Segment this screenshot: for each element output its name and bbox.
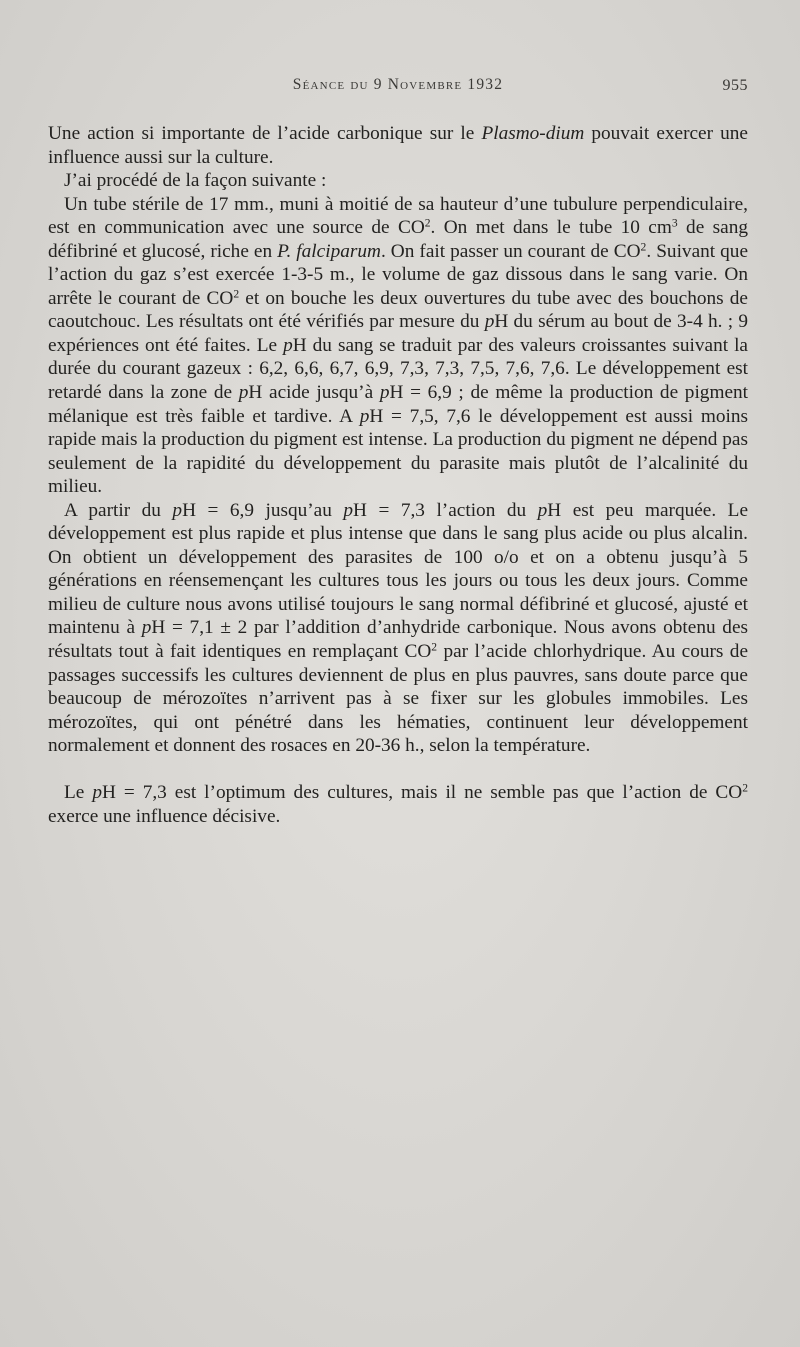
italic-text: p bbox=[172, 499, 183, 521]
superscript: 2 bbox=[640, 240, 647, 254]
text-run: exerce une influence décisive. bbox=[48, 805, 281, 827]
italic-text: p bbox=[537, 499, 548, 521]
text-run: de sang défibriné et glucosé, riche en bbox=[48, 217, 748, 262]
body-text bbox=[48, 122, 748, 828]
superscript: 2 bbox=[742, 781, 748, 795]
italic-text: P. falciparum bbox=[277, 240, 381, 262]
paragraph bbox=[48, 169, 748, 193]
text-run: J’ai procédé de la façon suivante : bbox=[64, 170, 327, 192]
text-run: H = 6,9 ; de même la production de pigment mélanique est très faible et tardive. A bbox=[48, 382, 749, 427]
superscript: 2 bbox=[424, 216, 431, 230]
superscript: 2 bbox=[233, 287, 240, 301]
text-run: et on bouche les deux ouvertures du tube avec des bouchons de caoutchouc. Les résultats ont été vérifiés par mesure du bbox=[48, 287, 748, 333]
text-run: Le bbox=[64, 782, 93, 804]
text-run: Une action si importante de l’acide carbonique sur le bbox=[48, 123, 482, 144]
text-run: par l’acide chlorhydrique. Au cours de passages successifs les cultures deviennent de plus en plus pauvres, sans doute parce que beaucoup de mérozoïtes n’arrivent pas à se fixer sur les globules immobiles. Les mérozoïtes, qui ont pénétré dans les hématies, continuent leur développement normalement et donnent des rosaces en 20-36 h., selon la température. bbox=[48, 641, 749, 757]
text-run: H est peu marquée. Le développement est plus rapide et plus intense que dans le sang plus acide ou plus alcalin. On obtient un développement des parasites de 100 o/o et on a obtenu jusqu’à 5 générations en réensemençant les cultures tous les jours ou tous les deux jours. Comme milieu de culture nous avons utilisé toujours le sang normal défibriné et glucosé, ajusté et maintenu à bbox=[48, 499, 749, 639]
text-run: . On met dans le tube 10 cm bbox=[430, 217, 672, 239]
italic-text: p bbox=[484, 311, 495, 333]
paragraph bbox=[48, 499, 748, 758]
running-title: Séance du 9 Novembre 1932 bbox=[292, 76, 504, 93]
text-run: Un tube stérile de 17 mm., muni à moitié de sa hauteur d’une tubulure perpendiculaire, est en communication avec une source de CO bbox=[48, 193, 748, 239]
text-run: H = 7,3 l’action du bbox=[353, 499, 538, 521]
text-run: . On fait passer un courant de CO bbox=[380, 240, 641, 262]
running-head bbox=[48, 76, 748, 102]
italic-text: p bbox=[359, 405, 370, 427]
page-number: 955 bbox=[722, 77, 748, 94]
text-run: H = 7,5, 7,6 le développement est aussi moins rapide mais la production du pigment est intense. La production du pigment ne dépend pas seulement de la rapidité du développement du parasite mais plutôt de l’alcalinité du milieu. bbox=[48, 405, 748, 498]
text-run: H = 6,9 jusqu’au bbox=[182, 499, 344, 521]
text-run: . Suivant que l’action du gaz s’est exercée 1-3-5 m., le volume de gaz dissous dans le sang varie. On arrête le courant de CO bbox=[48, 240, 748, 309]
italic-text: p bbox=[379, 382, 390, 404]
italic-text: p bbox=[238, 382, 249, 404]
paragraph bbox=[48, 122, 748, 169]
text-run: H du sérum au bout de 3-4 h. ; 9 expériences ont été faites. Le bbox=[48, 311, 748, 356]
italic-text: p bbox=[92, 782, 102, 804]
text-run: H du sang se traduit par des valeurs croissantes suivant la durée du courant gazeux : 6,2, 6,6, 6,7, 6,9, 7,3, 7,3, 7,5, 7,6, 7,6. Le développement est retardé dans la zone de bbox=[48, 334, 748, 404]
italic-text: p bbox=[141, 617, 152, 639]
text-run: H acide jusqu’à bbox=[248, 382, 380, 404]
text-run: H = 7,1 ± 2 par l’addition d’anhydride carbonique. Nous avons obtenu des résultats tout à fait identiques en remplaçant CO bbox=[48, 617, 748, 663]
italic-text: p bbox=[283, 334, 293, 356]
text-run: A partir du bbox=[64, 499, 173, 521]
text-run: H = 7,3 est l’optimum des cultures, mais il ne semble pas que l’action de CO bbox=[101, 782, 743, 804]
paragraph bbox=[48, 193, 748, 499]
superscript: 2 bbox=[431, 640, 438, 654]
italic-text: p bbox=[343, 499, 354, 521]
paragraph bbox=[48, 781, 748, 828]
text-run: pouvait exercer une influence aussi sur la culture. bbox=[48, 123, 748, 168]
superscript: 3 bbox=[671, 216, 678, 230]
italic-text: Plasmo-dium bbox=[481, 123, 585, 144]
